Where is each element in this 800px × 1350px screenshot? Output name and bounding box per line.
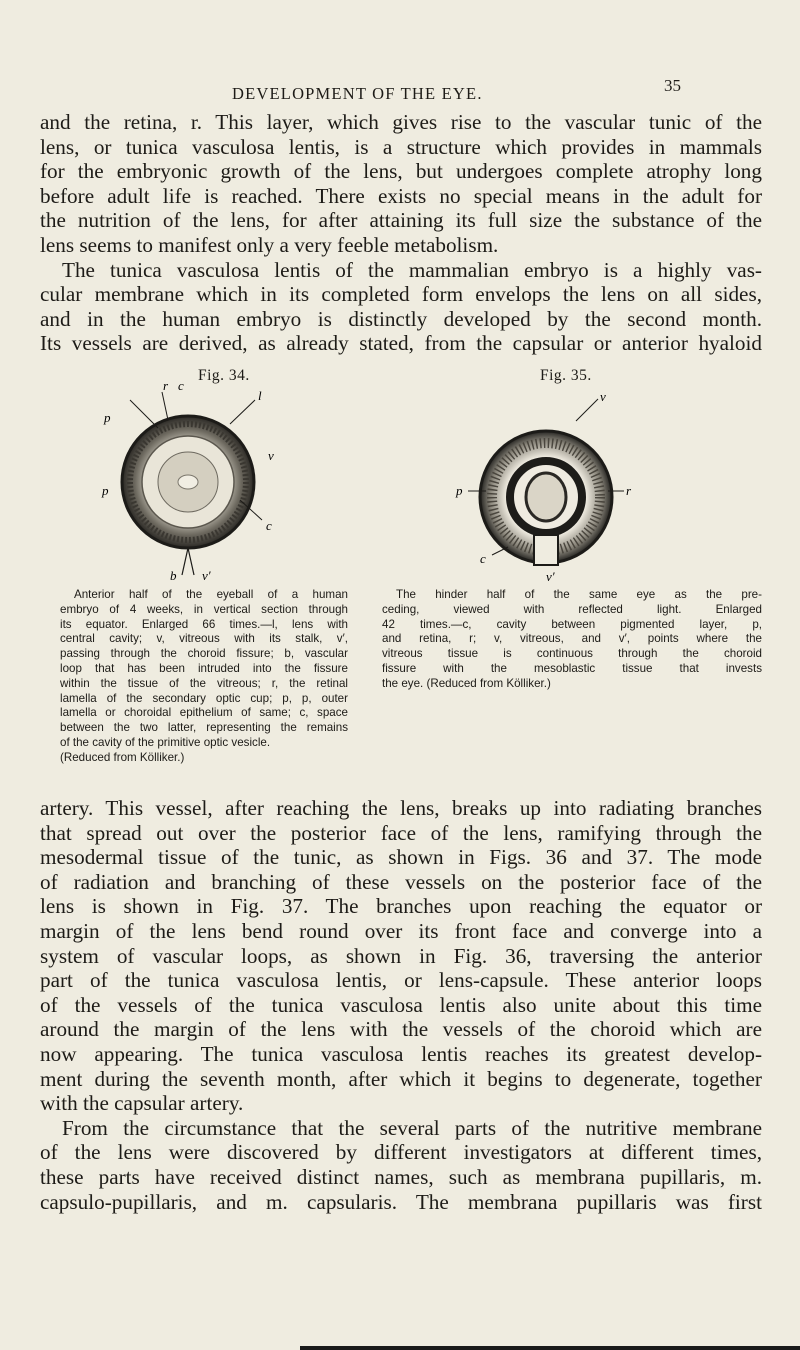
text-line: for the embryonic growth of the lens, but undergoes complete atrophy long — [40, 159, 762, 184]
text-line: artery. This vessel, after reaching the lens, breaks up into radiating branches — [40, 796, 762, 820]
caption-line: embryo of 4 weeks, in vertical section through — [60, 602, 348, 616]
fig35-letter-v-prime: v′ — [546, 569, 555, 584]
caption-line: The hinder half of the same eye as the pre- — [396, 588, 762, 601]
fig34-letter-r: r — [163, 380, 169, 393]
caption-line: ceding, viewed with reflected light. Enlarged — [382, 602, 762, 616]
fig35-label: Fig. 35. — [540, 367, 592, 384]
fig35-letter-v: v — [600, 389, 606, 404]
fig34-letter-b: b — [170, 568, 177, 583]
body-text-top — [40, 110, 762, 356]
text-line: of radiation and branching of these vessels on the posterior face of the — [40, 869, 762, 894]
fig34-letter-c-lower: c — [266, 518, 272, 533]
caption-line: between the two latter, representing the remains — [60, 721, 348, 735]
text-line: of the lens were discovered by different investigators at different times, — [40, 1140, 762, 1165]
fig34-letter-v-prime: v′ — [202, 568, 211, 583]
text-line: part of the tunica vasculosa lentis, or lens-capsule. These anterior loops — [40, 968, 762, 993]
caption-line: within the tissue of the vitreous; r, the retinal — [60, 676, 348, 690]
caption-line: lamella or choroidal epithelium of same; c, space — [60, 706, 348, 720]
page-number: 35 — [664, 76, 681, 95]
caption-line: 42 times.—c, cavity between pigmented layer, p, — [382, 617, 762, 631]
text-line: system of vascular loops, as shown in Fig. 36, traversing the anterior — [40, 943, 762, 968]
text-line: mesodermal tissue of the tunic, as shown in Figs. 36 and 37. The mode — [40, 845, 762, 870]
fig35-letter-r: r — [626, 483, 632, 498]
running-head-title: DEVELOPMENT OF THE EYE. — [232, 84, 483, 103]
text-line: margin of the lens bend round over its front face and converge into a — [40, 918, 762, 943]
page-edge-shadow — [300, 1346, 800, 1350]
text-line: around the margin of the lens with the vessels of the choroid which are — [40, 1017, 762, 1042]
fig34-letter-p-lower: p — [102, 483, 109, 498]
text-line: with the capsular artery. — [40, 1091, 244, 1116]
text-line: before adult life is reached. There exists no special means in the adult for — [40, 183, 762, 208]
text-line: of the vessels of the tunica vasculosa lentis also unite about this time — [40, 992, 762, 1017]
text-line: and in the human embryo is distinctly developed by the second month. — [40, 306, 762, 331]
fig34-label: Fig. 34. — [198, 367, 250, 384]
fig35-letter-c: c — [480, 551, 486, 566]
fig34-letter-c: c — [178, 380, 184, 393]
text-line: The tunica vasculosa lentis of the mammalian embryo is a highly vas- — [62, 257, 762, 282]
fig35-caption — [382, 588, 762, 692]
caption-line: lamella of the secondary optic cup; p, p, outer — [60, 691, 348, 705]
caption-line: vitreous tissue is continuous through the choroid — [382, 647, 762, 661]
running-head — [0, 76, 800, 108]
caption-line: and retina, r; v, vitreous, and v′, points where the — [382, 632, 762, 646]
text-line: lens, or tunica vasculosa lentis, is a structure which provides in mammals — [40, 134, 762, 159]
fig34-letter-v: v — [268, 448, 274, 463]
text-line: ment during the seventh month, after which it begins to degenerate, together — [40, 1066, 762, 1091]
fig34-caption — [60, 588, 348, 766]
fig34-letter-l: l — [258, 388, 262, 403]
caption-line: the eye. (Reduced from Kölliker.) — [382, 676, 551, 690]
caption-line: of the cavity of the primitive optic vesicle. — [60, 735, 271, 749]
text-line: Its vessels are derived, as already stated, from the capsular or anterior hyaloid — [40, 331, 762, 356]
caption-line: central cavity; v, vitreous with its stalk, v′, — [60, 632, 348, 646]
body-text-bottom — [40, 796, 762, 1214]
caption-line: passing through the choroid fissure; b, vascular — [60, 647, 348, 661]
fig34-illustration — [90, 380, 280, 585]
caption-line: its equator. Enlarged 66 times.—l, lens with — [60, 617, 348, 631]
caption-line: Anterior half of the eyeball of a human — [74, 588, 348, 601]
text-line: cular membrane which in its completed form envelops the lens on all sides, — [40, 282, 762, 307]
text-line: now appearing. The tunica vasculosa lentis reaches its greatest develop- — [40, 1041, 762, 1066]
text-line: the nutrition of the lens, for after attaining its full size the substance of the — [40, 208, 762, 233]
text-line: and the retina, r. This layer, which gives rise to the vascular tunic of the — [40, 110, 762, 134]
text-line: From the circumstance that the several parts of the nutritive membrane — [62, 1115, 762, 1140]
caption-line: fissure with the mesoblastic tissue that invests — [382, 661, 762, 675]
text-line: capsulo-pupillaris, and m. capsularis. The membrana pupillaris was first — [40, 1189, 762, 1214]
caption-line: loop that has been intruded into the fissure — [60, 661, 348, 675]
text-line: that spread out over the posterior face of the lens, ramifying through the — [40, 820, 762, 845]
text-line: these parts have received distinct names, such as membrana pupillaris, m. — [40, 1164, 762, 1189]
fig35-letter-p: p — [456, 483, 463, 498]
caption-line: (Reduced from Kölliker.) — [60, 750, 185, 764]
text-line: lens seems to manifest only a very feeble metabolism. — [40, 232, 499, 257]
fig35-illustration — [448, 385, 638, 585]
fig34-letter-p-upper: p — [104, 410, 111, 425]
text-line: lens is shown in Fig. 37. The branches upon reaching the equator or — [40, 894, 762, 919]
